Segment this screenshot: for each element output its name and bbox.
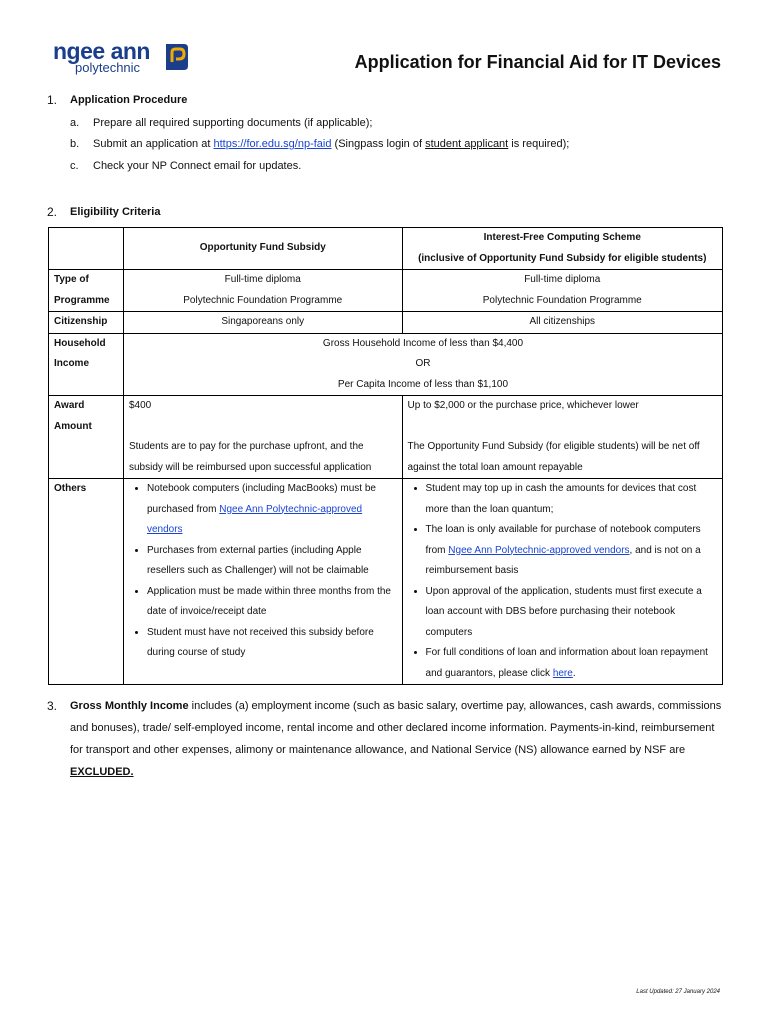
table-row-others	[49, 479, 723, 685]
income-label-line2: Income	[54, 358, 90, 369]
award-col1-note: Students are to pay for the purchase upfront, and the subsidy will be reimbursed upon successful application	[128, 441, 372, 473]
item-b-mid: (Singpass login of	[331, 138, 426, 150]
citizenship-col2: All citizenships	[402, 312, 722, 334]
income-or: OR	[415, 358, 431, 369]
table-row-income	[49, 333, 723, 396]
table-header-row	[49, 228, 723, 270]
student-applicant-text: student applicant	[425, 138, 509, 150]
section2-heading: Eligibility Criteria	[70, 206, 161, 218]
income-line1: Gross Household Income of less than $4,400	[322, 337, 524, 349]
page-title: Application for Financial Aid for IT Devices	[354, 52, 721, 72]
item-b-post: is required);	[508, 138, 570, 150]
logo-subtitle: polytechnic	[75, 60, 141, 75]
others-col2	[402, 479, 722, 685]
last-updated: Last Updated: 27 January 2024	[636, 989, 720, 995]
excluded-text: EXCLUDED.	[70, 766, 134, 778]
type-col2-line2: Polytechnic Foundation Programme	[482, 294, 642, 306]
section3-paragraph	[70, 695, 725, 783]
award-col1-amount: $400	[128, 400, 152, 411]
section2-number: 2.	[47, 205, 58, 219]
table-row-type	[49, 270, 723, 312]
section1-item-b-letter: b.	[70, 138, 80, 150]
type-col2-line1: Full-time diploma	[524, 274, 601, 285]
type-label-line2: Programme	[54, 294, 110, 306]
logo-name: ngee ann	[53, 38, 150, 64]
income-criteria	[123, 333, 722, 396]
others-col1-bullet3: • Application must be made within three months from the date of invoice/receipt date	[147, 582, 397, 623]
award-col2-note: The Opportunity Fund Subsidy (for eligible students) will be net off against the total loan amount repayable	[407, 441, 700, 473]
type-label-line1: Type of	[54, 274, 89, 285]
row-label-type	[49, 270, 124, 312]
section1-item-b	[93, 138, 569, 150]
table-row-citizenship	[49, 312, 723, 334]
section3-number: 3.	[47, 699, 58, 713]
income-line2: Per Capita Income of less than $1,100	[337, 378, 509, 390]
ngee-ann-logo	[53, 38, 193, 78]
col2-header-line2: (inclusive of Opportunity Fund Subsidy for eligible students)	[418, 252, 707, 264]
approved-vendors-link-1[interactable]: Ngee Ann Polytechnic-approved vendors	[146, 503, 363, 535]
others-col1-bullet2: • Purchases from external parties (including Apple resellers such as Challenger) will not be claimable	[147, 541, 397, 582]
award-col1	[123, 396, 402, 479]
row-label-others: Others	[49, 479, 124, 685]
others-col2-b2-pre: The loan is only available for purchase of notebook computers from	[425, 524, 701, 556]
section1-item-a: Prepare all required supporting documents (if applicable);	[93, 117, 373, 129]
col-header-computing-scheme	[402, 228, 722, 270]
row-label-income	[49, 333, 124, 396]
row-label-award	[49, 396, 124, 479]
others-col1-bullet1	[147, 479, 397, 541]
others-col2-bullet4	[426, 643, 717, 684]
others-col2-bullet3: • Upon approval of the application, students must first execute a loan account with DBS before purchasing their notebook computers	[426, 582, 717, 644]
gross-monthly-income-term: Gross Monthly Income	[70, 700, 189, 712]
approved-vendors-link-2[interactable]: Ngee Ann Polytechnic-approved vendors	[448, 544, 630, 556]
others-col1	[123, 479, 402, 685]
section1-heading: Application Procedure	[70, 94, 188, 106]
others-col2-b2-post: , and is not on a reimbursement basis	[425, 544, 701, 576]
others-col2-b4-post: .	[572, 667, 576, 679]
award-col2-amount: Up to $2,000 or the purchase price, whichever lower	[407, 400, 639, 411]
eligibility-table	[48, 227, 723, 685]
income-label-line1: Household	[54, 337, 106, 349]
award-label-line2: Amount	[54, 420, 92, 432]
type-col1-line1: Full-time diploma	[224, 274, 301, 285]
type-col1-line2: Polytechnic Foundation Programme	[183, 294, 343, 306]
others-col1-bullet4: • Student must have not received this subsidy before during course of study	[147, 623, 397, 664]
type-col1	[123, 270, 402, 312]
others-col2-bullet2	[426, 520, 717, 582]
row-label-citizenship: Citizenship	[49, 312, 124, 334]
item-b-pre: Submit an application at	[93, 138, 214, 150]
here-link[interactable]: here	[552, 667, 573, 679]
award-label-line1: Award	[54, 400, 85, 411]
np-faid-link[interactable]: https://for.edu.sg/np-faid	[213, 138, 332, 150]
section1-item-c: Check your NP Connect email for updates.	[93, 160, 302, 172]
table-corner-cell	[49, 228, 124, 270]
others-col1-b1-text: Notebook computers (including MacBooks) must be purchased from	[146, 483, 376, 515]
others-col2-bullet1: • Student may top up in cash the amounts for devices that cost more than the loan quantum;	[426, 479, 717, 520]
award-col2	[402, 396, 722, 479]
citizenship-col1: Singaporeans only	[123, 312, 402, 334]
np-logo-icon	[164, 42, 190, 72]
type-col2	[402, 270, 722, 312]
col2-header-line1: Interest-Free Computing Scheme	[483, 232, 641, 243]
section3-text: includes (a) employment income (such as basic salary, overtime pay, allowances, cash awards, commissions and bonuses), trade/ self-employed income, rental income and other declared income information. Payments-in-kind, reimbursement for transport and other expenses, alimony or maintenance allowance, and National Service (NS) allowance earned by NSF are	[70, 700, 722, 756]
col-header-opportunity-fund: Opportunity Fund Subsidy	[123, 228, 402, 270]
table-row-award	[49, 396, 723, 479]
section1-item-c-letter: c.	[70, 160, 79, 172]
section1-item-a-letter: a.	[70, 117, 80, 129]
others-col2-b4-pre: For full conditions of loan and information about loan repayment and guarantors, please click	[425, 647, 708, 679]
section1-number: 1.	[47, 93, 58, 107]
